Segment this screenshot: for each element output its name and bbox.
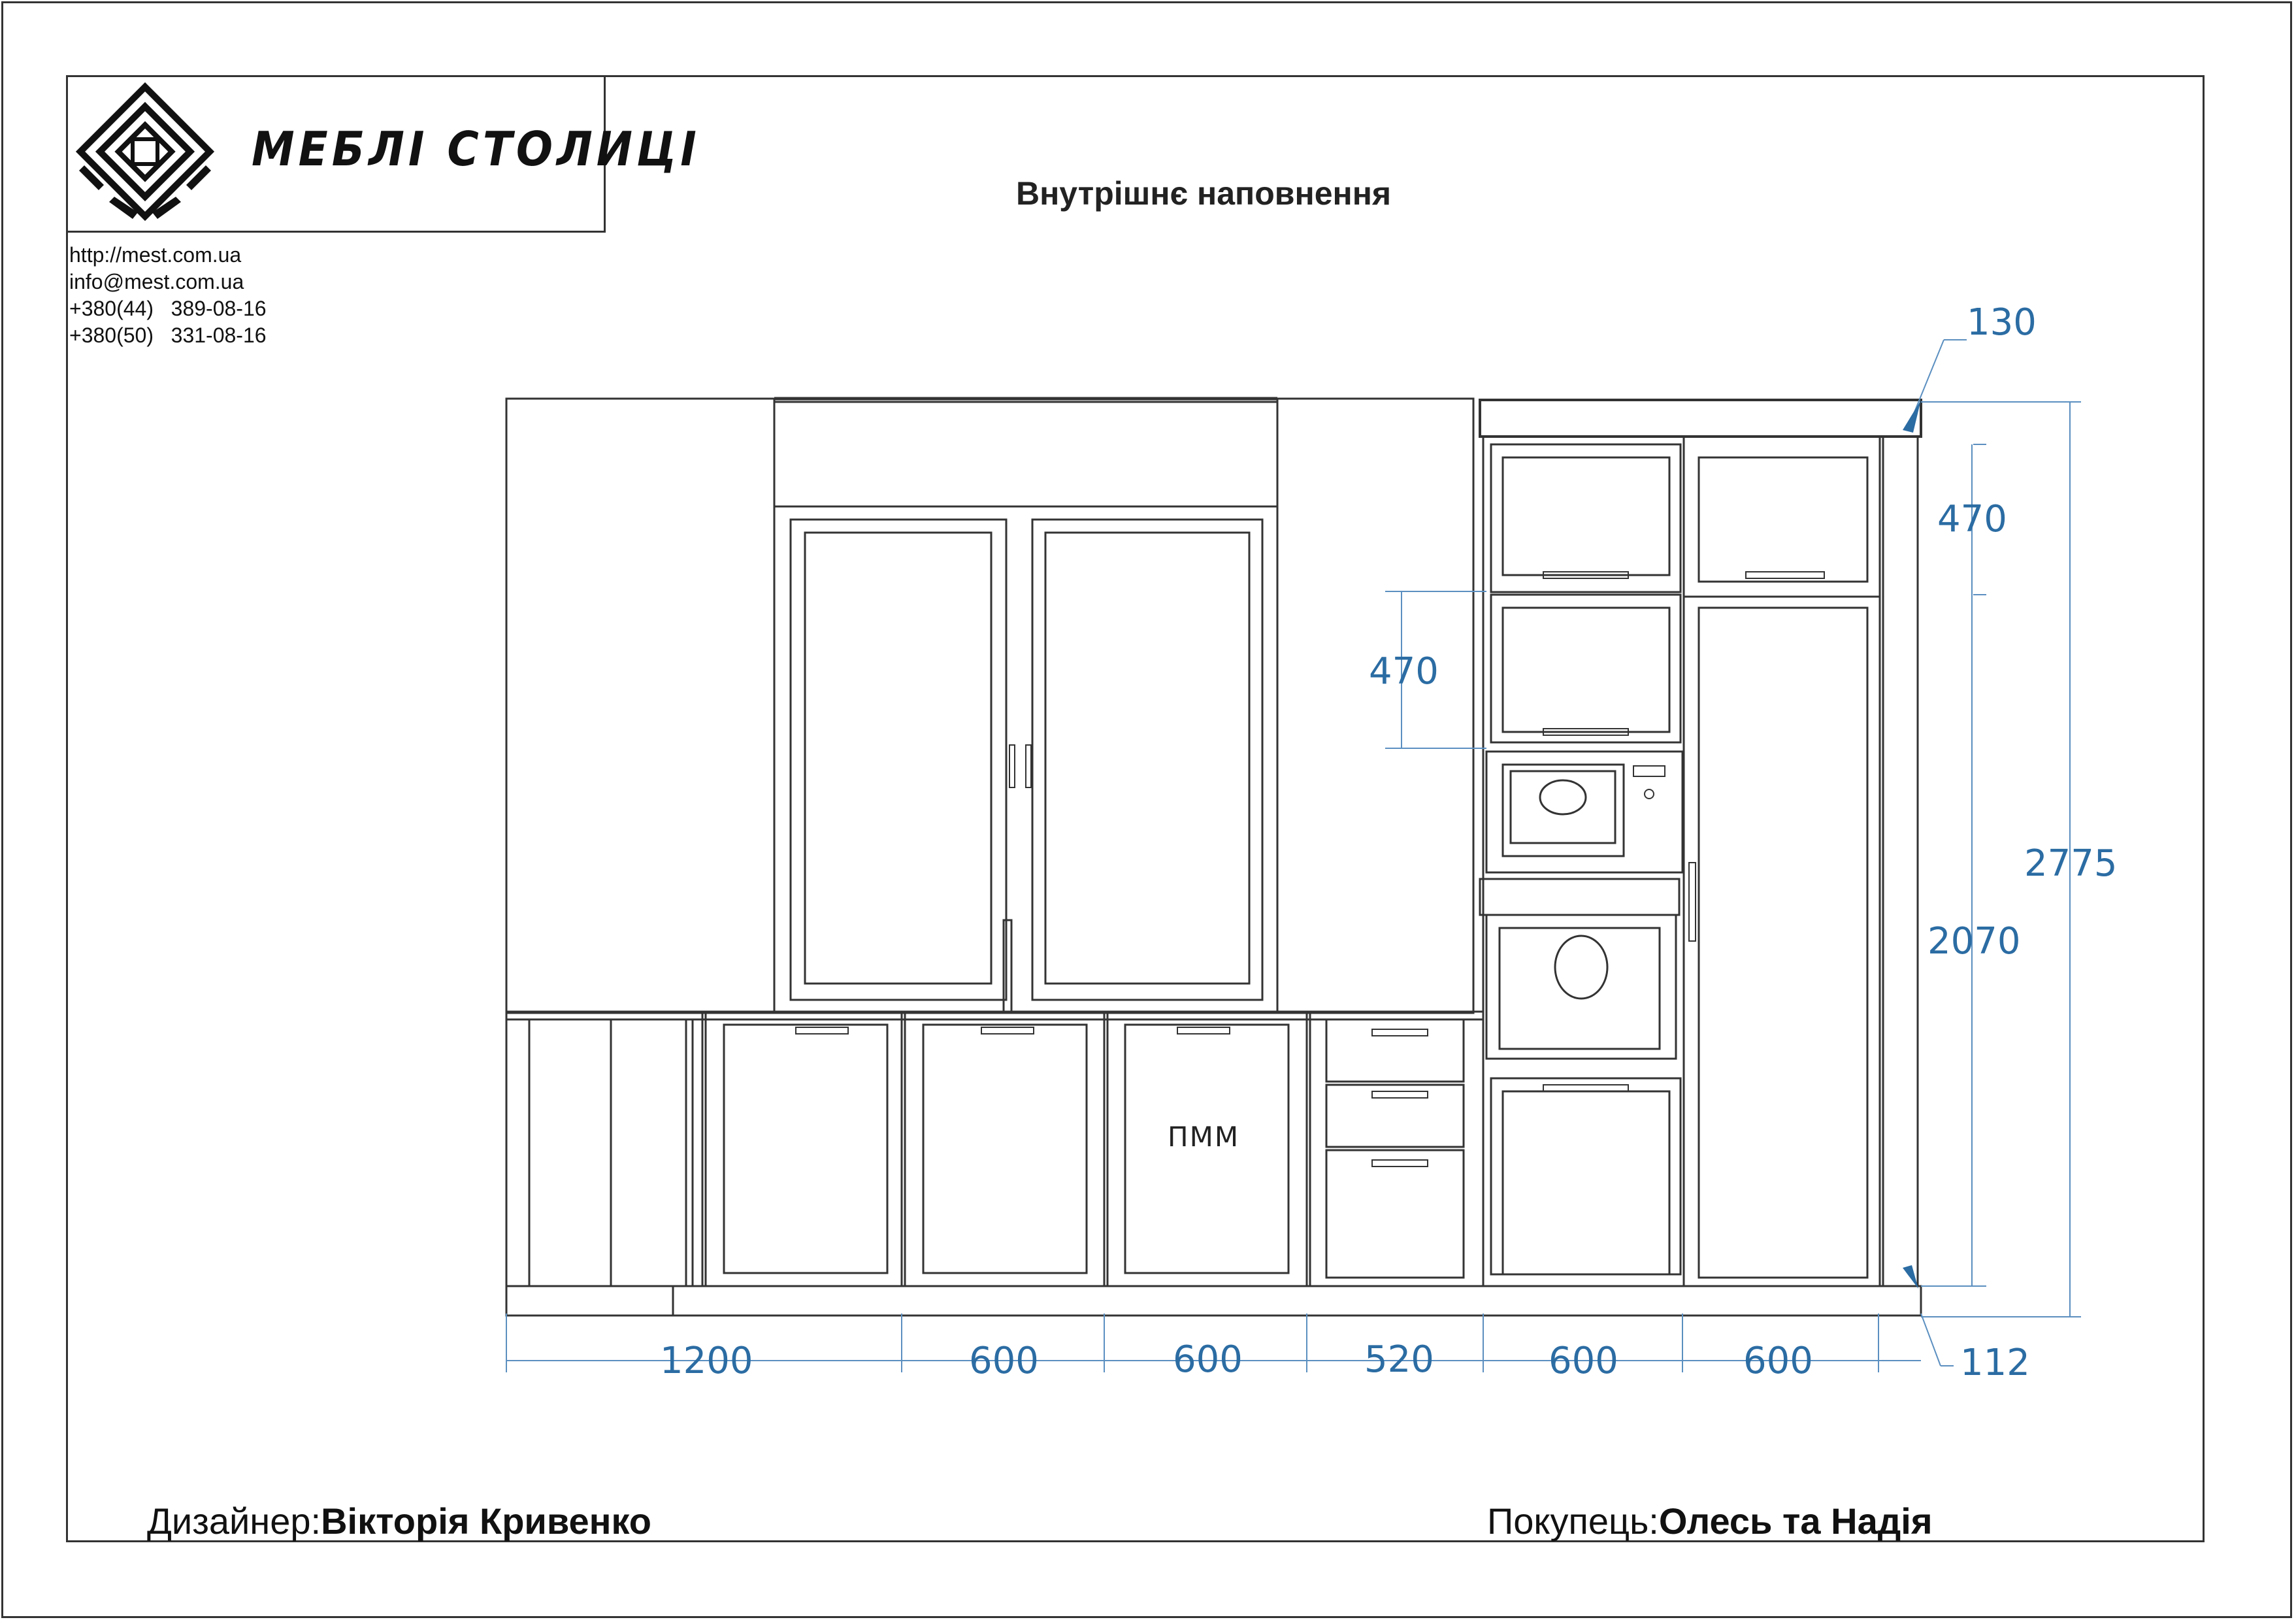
dim-overall-height: 2775: [2024, 842, 2118, 885]
customer-credit: [1487, 1500, 1933, 1542]
dim-width-1: 1200: [660, 1340, 753, 1382]
dim-tall-door: 2070: [1927, 920, 2021, 963]
designer-name: Вікторія Кривенко: [321, 1500, 651, 1542]
fridge-handle: [1689, 863, 1696, 941]
dim-width-6: 600: [1743, 1340, 1813, 1382]
dim-width-5: 600: [1549, 1340, 1618, 1382]
designer-label: Дизайнер:: [147, 1500, 321, 1542]
left-wall-panel: [506, 399, 774, 1013]
customer-label: Покупець:: [1487, 1500, 1659, 1542]
dim-top-offset: 130: [1967, 301, 2037, 344]
dim-width-3: 600: [1173, 1338, 1243, 1381]
faucet: [1004, 920, 1011, 1012]
dim-overhang: 112: [1960, 1342, 2030, 1384]
phone-1: +380(44) 389-08-16: [69, 297, 267, 320]
right-wall-panel: [1277, 399, 1473, 1013]
window-handle-right: [1026, 745, 1031, 787]
dim-upper-right: 470: [1937, 498, 2007, 540]
phone-2: +380(50) 331-08-16: [69, 323, 267, 347]
dim-width-4: 520: [1364, 1338, 1434, 1381]
window-header: [774, 402, 1277, 506]
website-link[interactable]: http://mest.com.ua: [69, 243, 242, 267]
microwave: [1486, 752, 1682, 872]
brand-name: МЕБЛІ СТОЛИЦІ: [252, 122, 700, 177]
designer-credit: [147, 1500, 651, 1542]
window-sash-left: [791, 520, 1006, 1000]
customer-name: Олесь та Надія: [1658, 1500, 1933, 1542]
window-handle-left: [1009, 745, 1015, 787]
page-title: Внутрішнє наповнення: [1016, 175, 1392, 212]
dim-width-2: 600: [969, 1340, 1039, 1382]
dishwasher-label: ПММ: [1168, 1121, 1240, 1153]
window-sash-right: [1032, 520, 1262, 1000]
email-link[interactable]: info@mest.com.ua: [69, 270, 244, 293]
dim-upper-left: 470: [1369, 650, 1439, 693]
